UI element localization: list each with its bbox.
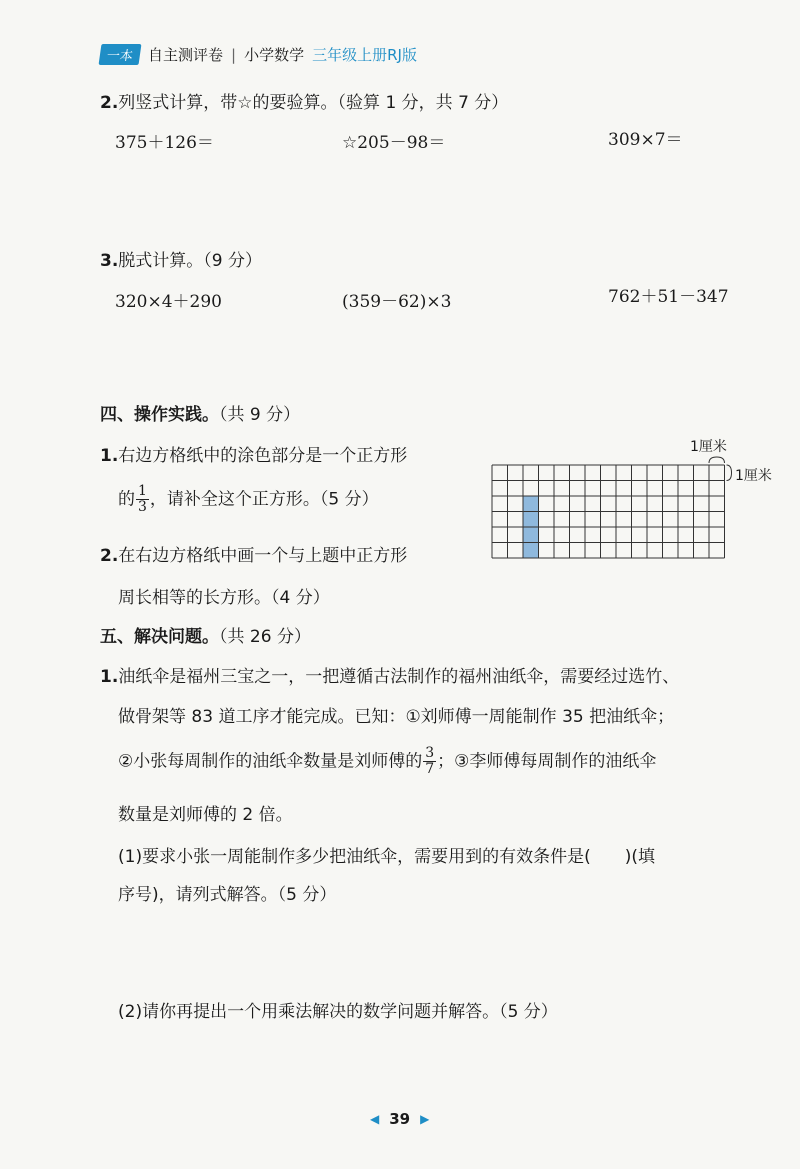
shaded-cell [523, 512, 539, 528]
q3-expr-2: (359－62)×3 [342, 292, 452, 312]
q2-expr-3: 309×7＝ [608, 130, 683, 150]
s4-q2-line1 [100, 541, 407, 566]
page-header [100, 44, 417, 65]
question-number: 1. [100, 667, 119, 687]
s4-q1-line2 [118, 484, 379, 515]
s5-q1-line2: 做骨架等 83 道工序才能完成。已知：①刘师傅一周能制作 35 把油纸伞； [118, 707, 675, 727]
grade-label: 三年级上册RJ版 [312, 46, 417, 64]
question-3-title [100, 246, 262, 271]
shaded-cell [523, 496, 539, 512]
page-footer [370, 1110, 429, 1128]
question-number: 2. [100, 93, 119, 113]
grid-label-top: 1厘米 [690, 439, 727, 455]
page-number: 39 [389, 1110, 411, 1128]
text-fragment: 的 [118, 489, 135, 510]
fraction-numerator: 3 [425, 745, 435, 761]
text-fragment: ，请补全这个正方形。（5 分） [149, 489, 379, 510]
section-note: （共 9 分） [219, 405, 301, 425]
series-name: 自主测评卷 [148, 46, 224, 64]
s5-sub1-line1: (1)要求小张一周能制作多少把油纸伞，需要用到的有效条件是( )(填 [118, 847, 655, 867]
question-number: 3. [100, 251, 119, 271]
subject-name: 小学数学 [244, 46, 305, 64]
question-text: 脱式计算。（9 分） [118, 251, 263, 271]
shaded-cell [523, 527, 539, 543]
text-fragment: ②小张每周制作的油纸伞数量是刘师傅的 [118, 751, 423, 772]
q3-expr-1: 320×4＋290 [115, 292, 222, 312]
question-number: 1. [100, 446, 119, 466]
s5-q1-line1 [100, 662, 679, 687]
square-grid [490, 440, 735, 570]
question-text: 右边方格纸中的涂色部分是一个正方形 [118, 446, 408, 466]
side-dimension-brace [727, 465, 732, 481]
q2-expr-2: ☆205－98＝ [342, 133, 446, 153]
question-text: 在右边方格纸中画一个与上题中正方形 [118, 546, 408, 566]
text-fragment: ；③李师傅每周制作的油纸伞 [437, 751, 657, 772]
s5-sub1-line2: 序号)，请列式解答。（5 分） [118, 885, 337, 905]
section-note: （共 26 分） [219, 627, 311, 647]
top-dimension-brace [709, 457, 725, 463]
question-text: 油纸伞是福州三宝之一，一把遵循古法制作的福州油纸伞，需要经过选竹、 [118, 667, 680, 687]
question-2-title [100, 88, 508, 113]
s5-sub2: (2)请你再提出一个用乘法解决的数学问题并解答。（5 分） [118, 1002, 558, 1022]
section-title: 五、解决问题。 [100, 627, 219, 647]
prev-arrow-icon: ◀ [370, 1112, 380, 1126]
brand-logo: 一本 [99, 44, 142, 65]
fraction-numerator: 1 [138, 483, 147, 499]
fraction-denominator: 3 [138, 499, 147, 515]
fraction [136, 484, 149, 515]
fraction [423, 746, 436, 777]
s5-q1-line4: 数量是刘师傅的 2 倍。 [118, 805, 293, 825]
shaded-cell [523, 543, 539, 559]
question-text: 列竖式计算，带☆的要验算。（验算 1 分，共 7 分） [118, 93, 509, 113]
section-title: 四、操作实践。 [100, 405, 219, 425]
section-4-heading [100, 400, 300, 425]
header-divider: | [231, 45, 237, 64]
s4-q1-line1 [100, 441, 407, 466]
section-5-heading [100, 622, 311, 647]
q2-expr-1: 375＋126＝ [115, 133, 214, 153]
next-arrow-icon: ▶ [420, 1112, 430, 1126]
grid-label-side: 1厘米 [735, 468, 772, 484]
question-number: 2. [100, 546, 119, 566]
q3-expr-3: 762＋51－347 [608, 287, 729, 307]
s4-q2-line2: 周长相等的长方形。（4 分） [118, 588, 330, 608]
s5-q1-line3 [118, 746, 656, 777]
fraction-denominator: 7 [425, 761, 435, 777]
